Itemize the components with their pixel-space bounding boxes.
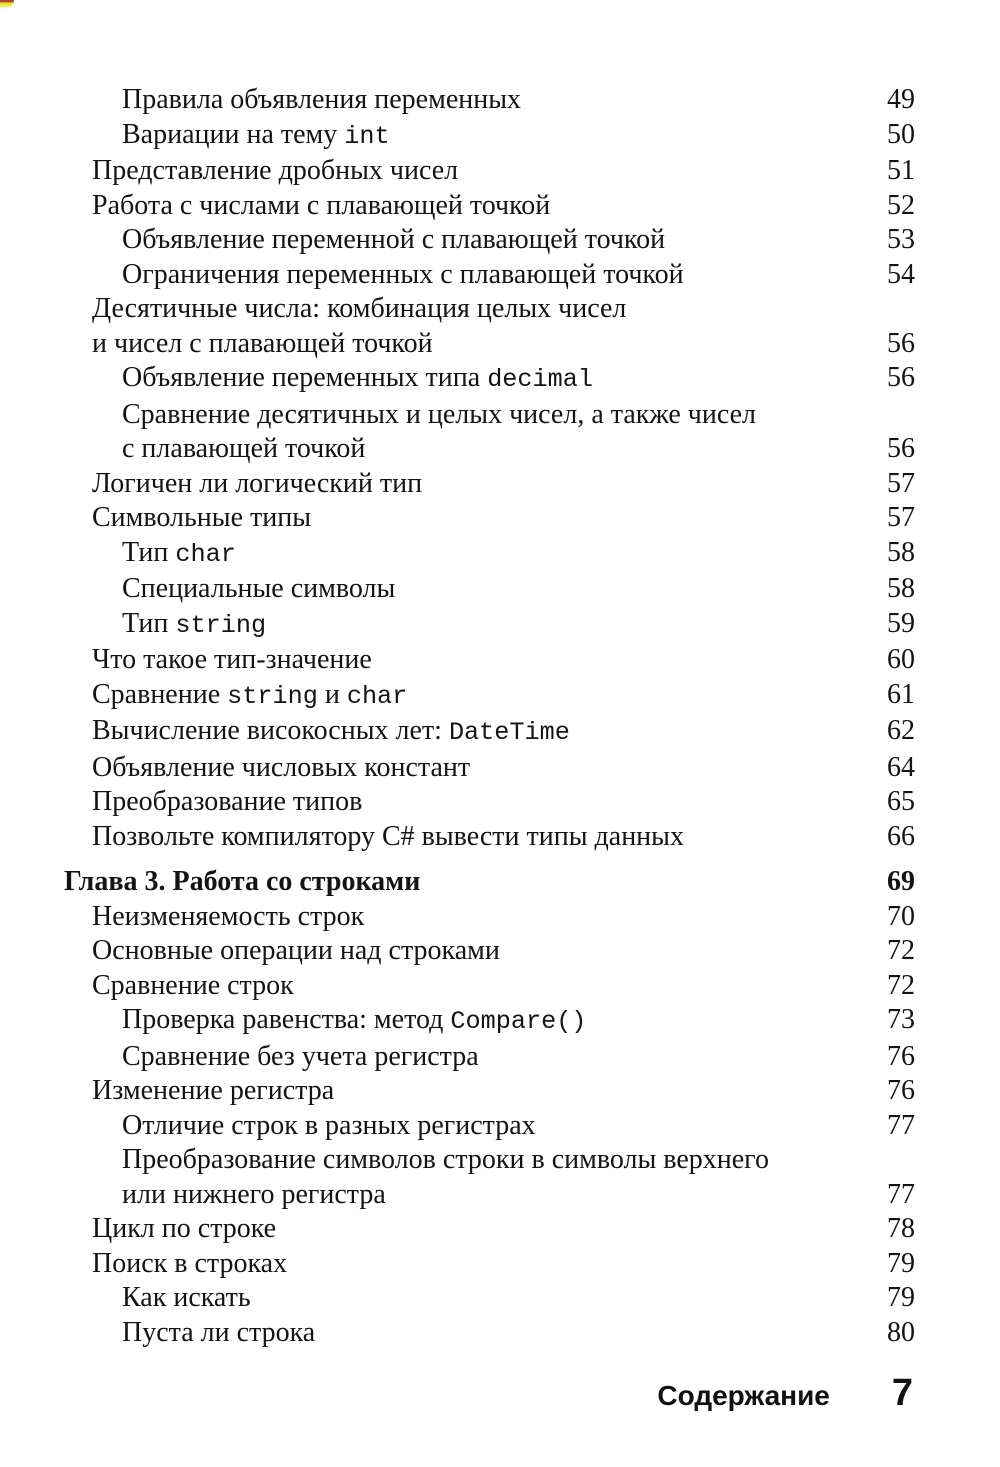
toc-row — [92, 785, 915, 820]
title-text: Отличие строк в разных регистрах — [122, 1109, 536, 1141]
toc-page-number: 56 — [887, 433, 915, 464]
toc-row — [92, 934, 915, 969]
toc-page-number: 52 — [887, 189, 915, 221]
toc-row — [122, 536, 915, 573]
code-term: string — [227, 681, 318, 711]
footer-section-label: Содержание — [657, 1380, 830, 1411]
title-text: Объявление переменной с плавающей точкой — [122, 224, 666, 255]
toc-entry-title — [122, 1316, 857, 1351]
title-text: Глава 3. Работа со строками — [64, 866, 421, 897]
toc-row — [122, 258, 915, 293]
toc-page-number: 69 — [887, 866, 915, 897]
toc-page-number: 77 — [887, 1178, 915, 1210]
toc-row — [92, 501, 915, 536]
toc-row — [92, 292, 915, 327]
toc-entry-title — [92, 327, 857, 362]
toc-row — [92, 820, 915, 855]
title-text: Вычисление високосных лет: — [92, 715, 449, 746]
toc-page-number: 62 — [887, 715, 915, 746]
toc-page-number: 79 — [887, 1282, 915, 1313]
toc-entry-title — [122, 83, 857, 118]
toc-row — [122, 361, 915, 398]
toc-entry-title — [92, 785, 857, 820]
code-term: char — [175, 539, 236, 569]
toc-page-number: 72 — [887, 969, 915, 1001]
title-text: или нижнего регистра — [122, 1178, 386, 1210]
toc-row — [122, 223, 915, 258]
toc-entry-title — [122, 536, 857, 573]
title-text: Вариации на тему — [122, 118, 345, 150]
toc-page-number: 76 — [887, 1040, 915, 1072]
toc-entry-title — [92, 1212, 857, 1247]
toc-row — [92, 1247, 915, 1282]
corner-sticker-mark — [0, 0, 14, 9]
toc-chapter-row — [64, 865, 915, 900]
toc-row — [92, 714, 915, 751]
title-text: и чисел с плавающей точкой — [92, 327, 433, 359]
toc-row — [92, 467, 915, 502]
toc-row — [92, 154, 915, 189]
toc-entry-title — [122, 398, 915, 433]
toc-page-number: 79 — [887, 1247, 915, 1279]
toc-entry-title — [92, 1074, 857, 1109]
code-term: DateTime — [448, 718, 570, 747]
toc-page-number: 57 — [887, 467, 915, 499]
toc-row — [122, 83, 915, 118]
title-text: Основные операции над строками — [92, 935, 500, 966]
toc-row — [122, 1143, 915, 1178]
toc-page-number: 58 — [887, 536, 915, 568]
toc-entry-title — [92, 969, 857, 1004]
title-text: Преобразование символов строки в символы верхнего — [122, 1144, 769, 1175]
toc-row — [122, 607, 915, 644]
title-text: Правила объявления переменных — [122, 84, 522, 115]
toc-page-number: 60 — [887, 644, 915, 675]
toc-page-number: 77 — [887, 1109, 915, 1141]
toc-entry-title — [92, 292, 915, 327]
toc-row — [92, 678, 915, 715]
toc-row — [92, 969, 915, 1004]
toc-entry-title — [122, 1178, 857, 1213]
title-text: Сравнение без учета регистра — [122, 1040, 479, 1072]
title-text: Поиск в строках — [92, 1247, 288, 1279]
toc-page-number: 49 — [887, 84, 915, 115]
toc-page-number: 72 — [887, 935, 915, 966]
title-text: Как искать — [122, 1282, 251, 1313]
title-text: Объявление числовых констант — [92, 751, 471, 783]
toc-entry-title — [122, 118, 857, 155]
title-text: Представление дробных чисел — [92, 155, 459, 186]
toc-entry-title — [122, 1281, 857, 1316]
title-text: Десятичные числа: комбинация целых чисел — [92, 293, 627, 324]
toc-row — [122, 1109, 915, 1144]
title-text: Логичен ли логический тип — [92, 467, 423, 499]
title-text: Специальные символы — [122, 573, 396, 604]
code-term: int — [344, 121, 390, 151]
toc-entry-title — [122, 607, 857, 644]
title-text: Символьные типы — [92, 502, 312, 533]
title-text: Сравнение — [92, 678, 228, 710]
toc-entry-title — [92, 154, 857, 189]
toc-page-number: 64 — [887, 751, 915, 783]
toc-page-number: 70 — [887, 900, 915, 932]
toc-row — [122, 1178, 915, 1213]
toc-entry-title — [122, 223, 857, 258]
toc-entry-title — [122, 361, 857, 398]
toc-row — [122, 572, 915, 607]
code-term: decimal — [487, 365, 593, 394]
toc-page-number: 61 — [887, 678, 915, 710]
toc-entry-title — [92, 934, 857, 969]
toc-row — [92, 1074, 915, 1109]
title-text: Сравнение десятичных и целых чисел, а также чисел — [122, 398, 757, 430]
title-text: Пуста ли строка — [122, 1316, 316, 1348]
title-text: Цикл по строке — [92, 1213, 277, 1244]
title-text: Объявление переменных типа — [122, 362, 488, 393]
toc-page-number: 76 — [887, 1075, 915, 1106]
footer-page-number: 7 — [891, 1372, 913, 1414]
code-term: string — [175, 610, 267, 640]
toc-row — [122, 118, 915, 155]
toc-entry-title — [92, 820, 857, 855]
toc-row — [92, 189, 915, 224]
title-text: Неизменяемость строк — [92, 900, 365, 932]
toc-row — [92, 900, 915, 935]
toc-entry-title — [64, 865, 857, 900]
toc-entry-title — [92, 900, 857, 935]
title-text: Преобразование типов — [92, 786, 363, 817]
toc-row — [122, 1040, 915, 1075]
title-text: Ограничения переменных с плавающей точкой — [122, 258, 684, 290]
toc-page-number: 65 — [887, 786, 915, 817]
toc-entry-title — [122, 258, 857, 293]
toc-page-number: 58 — [887, 573, 915, 604]
toc-page-number: 80 — [887, 1316, 915, 1348]
toc-row — [122, 432, 915, 467]
title-text: Проверка равенства: метод — [122, 1004, 451, 1035]
title-text: Тип — [122, 607, 176, 639]
toc-entry-title — [92, 678, 857, 715]
toc-entry-title — [122, 572, 857, 607]
title-text: Работа с числами с плавающей точкой — [92, 189, 551, 221]
toc-page-number: 73 — [887, 1004, 915, 1035]
code-term: char — [346, 681, 408, 711]
toc-row — [122, 1003, 915, 1040]
toc-entry-title — [92, 501, 857, 536]
toc-page-number: 78 — [887, 1213, 915, 1244]
toc-page-number: 66 — [887, 820, 915, 852]
title-text: Тип — [122, 536, 176, 568]
toc-entry-title — [92, 751, 857, 786]
toc-entry-title — [122, 1003, 857, 1040]
toc-page-number: 51 — [887, 155, 915, 186]
title-text: Позвольте компилятору C# вывести типы данных — [92, 820, 684, 852]
title-text: Что такое тип-значение — [92, 644, 372, 675]
title-text: и — [317, 678, 347, 710]
toc-entry-title — [92, 189, 857, 224]
title-text: с плавающей точкой — [122, 433, 366, 464]
toc-entry-title — [122, 1109, 857, 1144]
toc-entry-title — [122, 432, 857, 467]
toc-page-number: 59 — [887, 607, 915, 639]
toc-row — [122, 1316, 915, 1351]
toc-entry-title — [92, 467, 857, 502]
toc-page-number: 56 — [887, 362, 915, 393]
toc-entry-title — [122, 1143, 915, 1178]
toc-row — [92, 751, 915, 786]
page-footer — [657, 1372, 913, 1415]
toc-entry-title — [92, 1247, 857, 1282]
title-text: Сравнение строк — [92, 969, 294, 1001]
title-text: Изменение регистра — [92, 1075, 335, 1106]
toc-page-number: 50 — [887, 118, 915, 150]
toc-entry-title — [92, 714, 857, 751]
code-term: Compare() — [450, 1007, 587, 1036]
toc-entry-title — [122, 1040, 857, 1075]
toc-row — [92, 1212, 915, 1247]
toc-page-number: 57 — [887, 502, 915, 533]
toc-list — [64, 83, 915, 1350]
toc-row — [92, 327, 915, 362]
toc-entry-title — [92, 643, 857, 678]
toc-row — [122, 398, 915, 433]
toc-row — [122, 1281, 915, 1316]
toc-page-number: 54 — [887, 258, 915, 290]
toc-row — [92, 643, 915, 678]
toc-page-number: 53 — [887, 224, 915, 255]
toc-page-number: 56 — [887, 327, 915, 359]
